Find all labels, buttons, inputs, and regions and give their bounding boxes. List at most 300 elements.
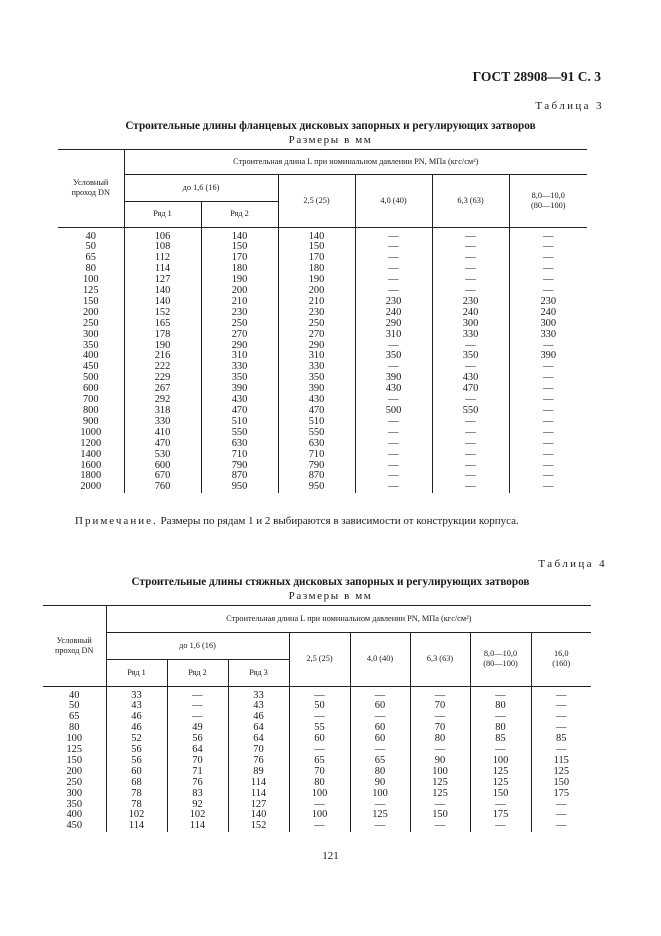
length-cell: 310	[355, 330, 432, 341]
length-cell: 60	[106, 767, 167, 778]
length-cell: 200	[201, 286, 278, 297]
length-cell: —	[432, 341, 509, 352]
length-cell: 180	[201, 264, 278, 275]
length-cell: —	[350, 745, 410, 756]
length-cell: 230	[509, 297, 587, 308]
table4-label: Таблица 4	[538, 558, 607, 570]
length-cell: 64	[167, 745, 228, 756]
table3-note-lead: Примечание.	[75, 515, 158, 527]
length-cell: —	[509, 471, 587, 482]
length-cell: —	[355, 253, 432, 264]
length-cell: 78	[106, 789, 167, 800]
length-cell: 290	[355, 319, 432, 330]
table3-header-pn80-line1: 8,0—10,0	[531, 190, 565, 200]
dn-cell: 150	[66, 754, 83, 766]
length-cell: 64	[228, 734, 289, 745]
length-cell: —	[355, 417, 432, 428]
length-cell: 50	[289, 701, 350, 712]
length-cell: 125	[410, 789, 470, 800]
table4-header-row3: Ряд 3	[228, 659, 289, 686]
length-cell: 150	[531, 778, 591, 789]
table3-note	[75, 515, 519, 527]
length-cell: 600	[124, 461, 201, 472]
length-cell: —	[531, 800, 591, 811]
length-cell: 114	[228, 778, 289, 789]
dn-cell: 125	[66, 744, 83, 756]
length-cell: 102	[106, 810, 167, 821]
length-cell: 125	[350, 810, 410, 821]
length-cell: —	[509, 227, 587, 242]
length-cell: 140	[124, 297, 201, 308]
length-cell: 240	[509, 308, 587, 319]
table4-header-row1: Ряд 1	[106, 659, 167, 686]
dn-cell: 800	[82, 405, 99, 416]
table4-body	[43, 686, 591, 832]
length-cell: —	[509, 384, 587, 395]
length-cell: 112	[124, 253, 201, 264]
length-cell: —	[355, 362, 432, 373]
table-row	[43, 686, 591, 701]
table3-header-pn63: 6,3 (63)	[432, 174, 509, 227]
length-cell: 80	[350, 767, 410, 778]
length-cell: 350	[432, 351, 509, 362]
length-cell: —	[410, 712, 470, 723]
table3-title: Строительные длины фланцевых дисковых запорных и регулирующих затворов	[125, 120, 536, 132]
length-cell: 470	[432, 384, 509, 395]
length-cell: 330	[432, 330, 509, 341]
length-cell: 190	[201, 275, 278, 286]
length-cell: 170	[278, 253, 355, 264]
length-cell: —	[410, 800, 470, 811]
length-cell: 430	[355, 384, 432, 395]
length-cell: 106	[124, 227, 201, 242]
length-cell: —	[531, 723, 591, 734]
length-cell: 127	[228, 800, 289, 811]
length-cell: 630	[201, 439, 278, 450]
length-cell: 170	[201, 253, 278, 264]
length-cell: 318	[124, 406, 201, 417]
length-cell: 470	[124, 439, 201, 450]
length-cell: 229	[124, 373, 201, 384]
length-cell: —	[432, 471, 509, 482]
table3-header-pn40: 4,0 (40)	[355, 174, 432, 227]
length-cell: 152	[228, 821, 289, 832]
table-row	[43, 821, 591, 832]
length-cell: 55	[289, 723, 350, 734]
length-cell: —	[509, 253, 587, 264]
dn-cell: 50	[85, 241, 96, 253]
length-cell: 150	[201, 242, 278, 253]
table4-header-pn40: 4,0 (40)	[350, 632, 410, 686]
table3-size-note: Размеры в мм	[288, 134, 373, 146]
table4-header-row2: Ряд 2	[167, 659, 228, 686]
length-cell: —	[531, 821, 591, 832]
length-cell: 85	[531, 734, 591, 745]
length-cell: —	[355, 461, 432, 472]
length-cell: 70	[289, 767, 350, 778]
length-cell: 125	[470, 767, 531, 778]
length-cell: 350	[355, 351, 432, 362]
length-cell: 60	[350, 734, 410, 745]
length-cell: —	[432, 461, 509, 472]
length-cell: —	[509, 242, 587, 253]
length-cell: —	[355, 275, 432, 286]
table-row	[58, 330, 587, 341]
length-cell: 165	[124, 319, 201, 330]
length-cell: 140	[228, 810, 289, 821]
length-cell: 216	[124, 351, 201, 362]
dn-cell: 80	[69, 722, 80, 734]
length-cell: —	[355, 471, 432, 482]
length-cell: 60	[350, 701, 410, 712]
length-cell: 250	[201, 319, 278, 330]
table3-header-length: Строительная длина L при номинальном давлении PN, МПа (кгс/см²)	[124, 150, 587, 174]
dn-cell: 400	[82, 350, 99, 362]
table4-header-length: Строительная длина L при номинальном давлении PN, МПа (кгс/см²)	[106, 606, 591, 632]
length-cell: 83	[167, 789, 228, 800]
length-cell: 430	[432, 373, 509, 384]
dn-cell: 350	[82, 339, 99, 351]
length-cell: 350	[201, 373, 278, 384]
length-cell: —	[167, 686, 228, 701]
table3-note-text: Размеры по рядам 1 и 2 выбираются в зависимости от конструкции корпуса.	[157, 515, 519, 527]
length-cell: —	[432, 275, 509, 286]
table4-header-pn80-line2: (80—100)	[483, 659, 518, 668]
dn-cell: 1000	[80, 426, 102, 438]
length-cell: 76	[228, 756, 289, 767]
length-cell: —	[289, 821, 350, 832]
length-cell: —	[289, 686, 350, 701]
length-cell: 56	[106, 756, 167, 767]
length-cell: 270	[278, 330, 355, 341]
table3-body	[58, 227, 587, 493]
length-cell: 290	[201, 341, 278, 352]
length-cell: —	[509, 428, 587, 439]
table3-header-row2: Ряд 2	[201, 201, 278, 227]
length-cell: 190	[278, 275, 355, 286]
length-cell: 530	[124, 450, 201, 461]
length-cell: 114	[106, 821, 167, 832]
table4-header-dn: Условный проход DN	[43, 606, 106, 686]
length-cell: —	[531, 686, 591, 701]
length-cell: 510	[201, 417, 278, 428]
length-cell: —	[355, 242, 432, 253]
length-cell: 100	[289, 810, 350, 821]
length-cell: —	[509, 362, 587, 373]
length-cell: 180	[278, 264, 355, 275]
length-cell: —	[509, 395, 587, 406]
length-cell: 330	[278, 362, 355, 373]
table4-header-pn160	[531, 632, 591, 686]
length-cell: —	[509, 264, 587, 275]
length-cell: —	[470, 712, 531, 723]
dn-cell: 65	[69, 711, 80, 723]
length-cell: 250	[278, 319, 355, 330]
length-cell: 60	[350, 723, 410, 734]
length-cell: 150	[470, 789, 531, 800]
dn-cell: 150	[82, 295, 99, 307]
length-cell: 710	[278, 450, 355, 461]
length-cell: —	[509, 461, 587, 472]
length-cell: 175	[531, 789, 591, 800]
dn-cell: 450	[82, 361, 99, 373]
dn-cell: 600	[82, 383, 99, 395]
length-cell: —	[432, 450, 509, 461]
length-cell: —	[350, 800, 410, 811]
length-cell: 710	[201, 450, 278, 461]
dn-cell: 1600	[80, 459, 102, 471]
length-cell: 33	[106, 686, 167, 701]
length-cell: 300	[509, 319, 587, 330]
table3-header-pn16: до 1,6 (16)	[124, 174, 278, 201]
length-cell: —	[509, 482, 587, 493]
length-cell: 90	[410, 756, 470, 767]
dn-cell: 900	[82, 415, 99, 427]
dn-cell: 1400	[80, 448, 102, 460]
length-cell: 350	[278, 373, 355, 384]
table3-header-pn80	[509, 174, 587, 227]
dn-cell: 700	[82, 394, 99, 406]
length-cell: 870	[278, 471, 355, 482]
length-cell: 140	[278, 227, 355, 242]
length-cell: 430	[278, 395, 355, 406]
length-cell: —	[509, 417, 587, 428]
table-row	[58, 439, 587, 450]
length-cell: 80	[470, 723, 531, 734]
length-cell: 70	[410, 701, 470, 712]
length-cell: 190	[124, 341, 201, 352]
dn-cell: 250	[66, 776, 83, 788]
length-cell: 790	[278, 461, 355, 472]
length-cell: —	[355, 395, 432, 406]
length-cell: 200	[278, 286, 355, 297]
length-cell: 267	[124, 384, 201, 395]
length-cell: 470	[278, 406, 355, 417]
length-cell: 90	[350, 778, 410, 789]
length-cell: 65	[289, 756, 350, 767]
length-cell: 127	[124, 275, 201, 286]
length-cell: 76	[167, 778, 228, 789]
length-cell: —	[432, 253, 509, 264]
table4-header-pn16: до 1,6 (16)	[106, 632, 289, 659]
length-cell: —	[432, 482, 509, 493]
length-cell: 78	[106, 800, 167, 811]
length-cell: 240	[355, 308, 432, 319]
length-cell: 550	[278, 428, 355, 439]
length-cell: 80	[410, 734, 470, 745]
length-cell: 152	[124, 308, 201, 319]
length-cell: 56	[106, 745, 167, 756]
length-cell: —	[509, 450, 587, 461]
dn-cell: 500	[82, 372, 99, 384]
length-cell: —	[167, 701, 228, 712]
length-cell: —	[289, 800, 350, 811]
length-cell: 70	[228, 745, 289, 756]
length-cell: 390	[509, 351, 587, 362]
dn-cell: 2000	[80, 481, 102, 493]
length-cell: 178	[124, 330, 201, 341]
length-cell: 292	[124, 395, 201, 406]
length-cell: —	[509, 439, 587, 450]
length-cell: —	[410, 821, 470, 832]
table-row	[58, 450, 587, 461]
length-cell: 510	[278, 417, 355, 428]
table4-size-note: Размеры в мм	[288, 590, 373, 602]
length-cell: —	[355, 439, 432, 450]
length-cell: 330	[509, 330, 587, 341]
length-cell: —	[432, 417, 509, 428]
length-cell: 85	[470, 734, 531, 745]
length-cell: —	[432, 286, 509, 297]
table-row	[58, 482, 587, 493]
length-cell: 80	[289, 778, 350, 789]
length-cell: 140	[201, 227, 278, 242]
length-cell: 390	[278, 384, 355, 395]
length-cell: 230	[355, 297, 432, 308]
length-cell: —	[531, 712, 591, 723]
length-cell: 430	[201, 395, 278, 406]
length-cell: —	[509, 286, 587, 297]
length-cell: 270	[201, 330, 278, 341]
length-cell: 950	[278, 482, 355, 493]
length-cell: 43	[228, 701, 289, 712]
length-cell: —	[509, 275, 587, 286]
length-cell: 108	[124, 242, 201, 253]
length-cell: —	[410, 686, 470, 701]
length-cell: 150	[410, 810, 470, 821]
dn-cell: 250	[82, 317, 99, 329]
length-cell: 290	[278, 341, 355, 352]
length-cell: 230	[201, 308, 278, 319]
length-cell: 33	[228, 686, 289, 701]
length-cell: 670	[124, 471, 201, 482]
length-cell: —	[432, 428, 509, 439]
length-cell: —	[355, 227, 432, 242]
length-cell: 70	[167, 756, 228, 767]
table4-header-pn80-line1: 8,0—10,0	[483, 649, 518, 658]
length-cell: 65	[350, 756, 410, 767]
length-cell: 100	[350, 789, 410, 800]
dn-cell: 350	[66, 798, 83, 810]
length-cell: 43	[106, 701, 167, 712]
length-cell: 49	[167, 723, 228, 734]
table4-header-pn25: 2,5 (25)	[289, 632, 350, 686]
length-cell: 115	[531, 756, 591, 767]
length-cell: 114	[167, 821, 228, 832]
dn-cell: 40	[69, 689, 80, 701]
table4-header-pn160-line2: (160)	[552, 659, 571, 668]
length-cell: —	[355, 286, 432, 297]
table3	[58, 150, 587, 493]
length-cell: 230	[278, 308, 355, 319]
dn-cell: 65	[85, 252, 96, 264]
length-cell: 870	[201, 471, 278, 482]
length-cell: —	[432, 242, 509, 253]
length-cell: —	[350, 821, 410, 832]
length-cell: 410	[124, 428, 201, 439]
table3-header-row1: Ряд 1	[124, 201, 201, 227]
dn-cell: 50	[69, 700, 80, 712]
length-cell: —	[350, 686, 410, 701]
dn-cell: 1800	[80, 470, 102, 482]
length-cell: 222	[124, 362, 201, 373]
table3-label: Таблица 3	[535, 100, 604, 112]
length-cell: 230	[432, 297, 509, 308]
length-cell: 150	[278, 242, 355, 253]
length-cell: —	[350, 712, 410, 723]
dn-cell: 100	[66, 733, 83, 745]
length-cell: —	[432, 264, 509, 275]
length-cell: —	[355, 450, 432, 461]
length-cell: —	[531, 745, 591, 756]
length-cell: —	[167, 712, 228, 723]
length-cell: —	[432, 362, 509, 373]
length-cell: 125	[470, 778, 531, 789]
dn-cell: 80	[85, 263, 96, 275]
length-cell: 390	[355, 373, 432, 384]
length-cell: 89	[228, 767, 289, 778]
dn-cell: 200	[82, 306, 99, 318]
length-cell: 390	[201, 384, 278, 395]
length-cell: —	[410, 745, 470, 756]
length-cell: 330	[201, 362, 278, 373]
table-row	[43, 789, 591, 800]
dn-cell: 1200	[80, 437, 102, 449]
dn-cell: 300	[82, 328, 99, 340]
length-cell: 125	[531, 767, 591, 778]
length-cell: —	[509, 406, 587, 417]
length-cell: 125	[410, 778, 470, 789]
length-cell: —	[432, 227, 509, 242]
length-cell: —	[355, 428, 432, 439]
length-cell: 310	[201, 351, 278, 362]
length-cell: —	[470, 800, 531, 811]
table3-header-pn80-line2: (80—100)	[530, 200, 566, 210]
document-reference: ГОСТ 28908—91 С. 3	[472, 69, 601, 84]
length-cell: —	[355, 482, 432, 493]
table4-title: Строительные длины стяжных дисковых запорных и регулирующих затворов	[131, 576, 530, 588]
length-cell: 550	[432, 406, 509, 417]
table-row	[58, 227, 587, 242]
dn-cell: 100	[82, 274, 99, 286]
length-cell: 92	[167, 800, 228, 811]
length-cell: 950	[201, 482, 278, 493]
length-cell: 100	[410, 767, 470, 778]
table4-header-pn80	[470, 632, 531, 686]
table3-header-pn25: 2,5 (25)	[278, 174, 355, 227]
length-cell: 100	[289, 789, 350, 800]
dn-cell: 200	[66, 765, 83, 777]
length-cell: 56	[167, 734, 228, 745]
length-cell: 760	[124, 482, 201, 493]
length-cell: 550	[201, 428, 278, 439]
length-cell: 210	[201, 297, 278, 308]
length-cell: 500	[355, 406, 432, 417]
length-cell: 100	[470, 756, 531, 767]
length-cell: 70	[410, 723, 470, 734]
page-number: 121	[322, 850, 339, 862]
length-cell: 46	[106, 712, 167, 723]
dn-cell: 40	[85, 230, 96, 242]
length-cell: 140	[124, 286, 201, 297]
length-cell: 210	[278, 297, 355, 308]
table3-header-dn: Условный проход DN	[58, 150, 124, 227]
length-cell: —	[531, 810, 591, 821]
length-cell: —	[432, 439, 509, 450]
table4	[43, 606, 591, 832]
length-cell: 630	[278, 439, 355, 450]
length-cell: 64	[228, 723, 289, 734]
